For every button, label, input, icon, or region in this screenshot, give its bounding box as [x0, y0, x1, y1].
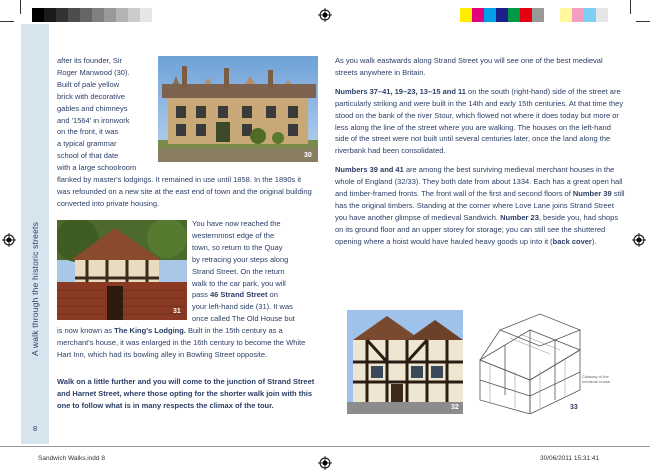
text-span: pass: [192, 290, 210, 300]
text-span: Built in the 15th century as a merchant's house, it was enlarged in the 16th century to become the White Hart Inn, which had its bowling alley in Bowling Street opposite.: [57, 326, 306, 359]
text-line: your left-hand side (31). It was: [192, 302, 293, 312]
illustration-cutaway: [470, 310, 620, 414]
bold-numbers: Numbers 37–41, 19–23, 13–15 and 11: [335, 86, 466, 96]
text-line: school of that date: [57, 151, 119, 161]
text-line: by retracing your steps along: [192, 254, 289, 264]
cutaway-caption: Cutaway of the medieval house: [582, 374, 611, 384]
south-side-paragraph: [335, 86, 625, 157]
grammar-school-text-rest: flanked by master's lodgings. It remained in use until 1858. In the 1890s it was refounded on a new site at the east end of town and the original building converted into private housing.: [57, 175, 312, 208]
swatch-magenta: [472, 8, 484, 22]
photo-kings-lodging: [57, 220, 187, 320]
text-line: with a large schoolroom: [57, 163, 137, 173]
text-line: gables and chimneys: [57, 103, 128, 113]
photo-timber-house: [347, 310, 463, 414]
running-head: A walk through the historic streets: [30, 221, 40, 357]
crop-mark: [630, 0, 631, 14]
swatch-grey-3: [68, 8, 80, 22]
footer-datetime: 30/06/2011 15:31:41: [540, 455, 600, 462]
swatch-cyan: [484, 8, 496, 22]
figure-number-33: 33: [570, 404, 578, 411]
registration-mark-left: [2, 233, 16, 247]
text-line: You have now reached the: [192, 219, 281, 228]
swatch-grey-7: [116, 8, 128, 22]
registration-mark-bottom: [318, 456, 332, 470]
text-span: still has the original timbers. Standing at the corner where Love Lane joins Strand Street you have another glimpse of medieval Sandwich.: [335, 189, 625, 222]
footer-file-name: Sandwich Walks.indd 8: [38, 455, 105, 462]
text-line: Strand Street. On the return: [192, 266, 285, 276]
text-line: town, so return to the Quay: [192, 242, 283, 252]
text-line: walk to the car park, you will: [192, 278, 286, 288]
crop-mark: [636, 21, 650, 22]
bold-numbers-39-41: Numbers 39 and 41: [335, 165, 404, 175]
merchant-houses-paragraph: [335, 164, 625, 247]
swatch-light-cyan: [584, 8, 596, 22]
figure-number-30: 30: [304, 152, 312, 159]
swatch-grey-2: [56, 8, 68, 22]
text-line: a typical grammar: [57, 139, 117, 149]
closing-instructions: [57, 376, 315, 412]
bold-number-39: Number 39: [572, 189, 612, 199]
text-line: westernmost edge of the: [192, 230, 275, 240]
text-line: brick with decorative: [57, 91, 125, 101]
text-span: are among the best surviving medieval merchant houses in the whole of England (32/33). They both date from about 1334. Each has a great open hall and timber-framed fronts. The front wall of the first and second floors of: [335, 165, 623, 199]
swatch-light-yellow: [560, 8, 572, 22]
figure-number-31: 31: [173, 308, 181, 315]
text-span: , beside you, had shops on its ground floor and an upper storey for storage; you can still see the shuttered opening where a hoist would have hauled heavy goods up into it (: [335, 212, 619, 246]
bold-closing: Walk on a little further and you will come to the junction of Strand Street and Harnet Street, where those opting for the shorter walk join with this one to follow what is in many respects the climax of the tour.: [57, 377, 315, 410]
swatch-grey-6: [104, 8, 116, 22]
bold-number-23: Number 23: [500, 212, 539, 222]
swatch-yellow: [460, 8, 472, 22]
swatch-grey-mid: [532, 8, 544, 22]
swatch-grey-4: [80, 8, 92, 22]
swatch-red: [520, 8, 532, 22]
swatch-light-grey: [596, 8, 608, 22]
text-span: is now known as: [57, 326, 115, 335]
text-span: on the south (right-hand) side of the street are particularly striking and were built in the 14th and early 15th centuries. At that time they stood on the bank of the river Stour, which flowed not where it does today but more or less along the line of the street where you are walking. The houses on the left-hand side of the street were not built until several centuries later, once the land along the riverbank had been consolidated.: [335, 86, 624, 156]
text-line: on the front, it was: [57, 127, 119, 137]
intro-paragraph: As you walk eastwards along Strand Street you will see one of the best medieval streets anywhere in Britain.: [335, 56, 603, 77]
kings-lodging-text: [57, 325, 315, 361]
registration-mark-top: [318, 8, 332, 22]
swatch-grey-9: [140, 8, 152, 22]
swatch-grey-8: [128, 8, 140, 22]
crop-mark: [0, 21, 14, 22]
text-line: and '1564' in ironwork: [57, 115, 130, 125]
swatch-grey-1: [44, 8, 56, 22]
text-line: once called The Old House but: [192, 314, 295, 324]
text-line: after its founder, Sir: [57, 56, 123, 65]
figure-number-32: 32: [451, 404, 459, 411]
registration-mark-right: [632, 233, 646, 247]
photo-grammar-school: [158, 56, 318, 162]
bold-back-cover: back cover: [552, 236, 592, 246]
crop-mark: [20, 0, 21, 14]
trim-line: [0, 446, 650, 447]
swatch-grey-5: [92, 8, 104, 22]
swatch-light-magenta: [572, 8, 584, 22]
page-number: 8: [33, 424, 38, 433]
swatch-black-1: [32, 8, 44, 22]
swatch-green: [508, 8, 520, 22]
bold-address: 46 Strand Street: [209, 290, 268, 300]
right-column-text: [335, 55, 625, 255]
text-span: on: [267, 290, 278, 300]
text-line: Built of pale yellow: [57, 79, 120, 89]
text-line-bold: [192, 289, 317, 301]
sidebar-band: [21, 24, 49, 444]
grammar-school-text: [57, 55, 157, 174]
swatch-blue: [496, 8, 508, 22]
return-walk-text: [192, 218, 317, 325]
text-span: ).: [591, 236, 597, 246]
bold-kings-lodging: The King's Lodging.: [114, 326, 186, 335]
text-line: Roger Manwood (30).: [57, 67, 130, 77]
